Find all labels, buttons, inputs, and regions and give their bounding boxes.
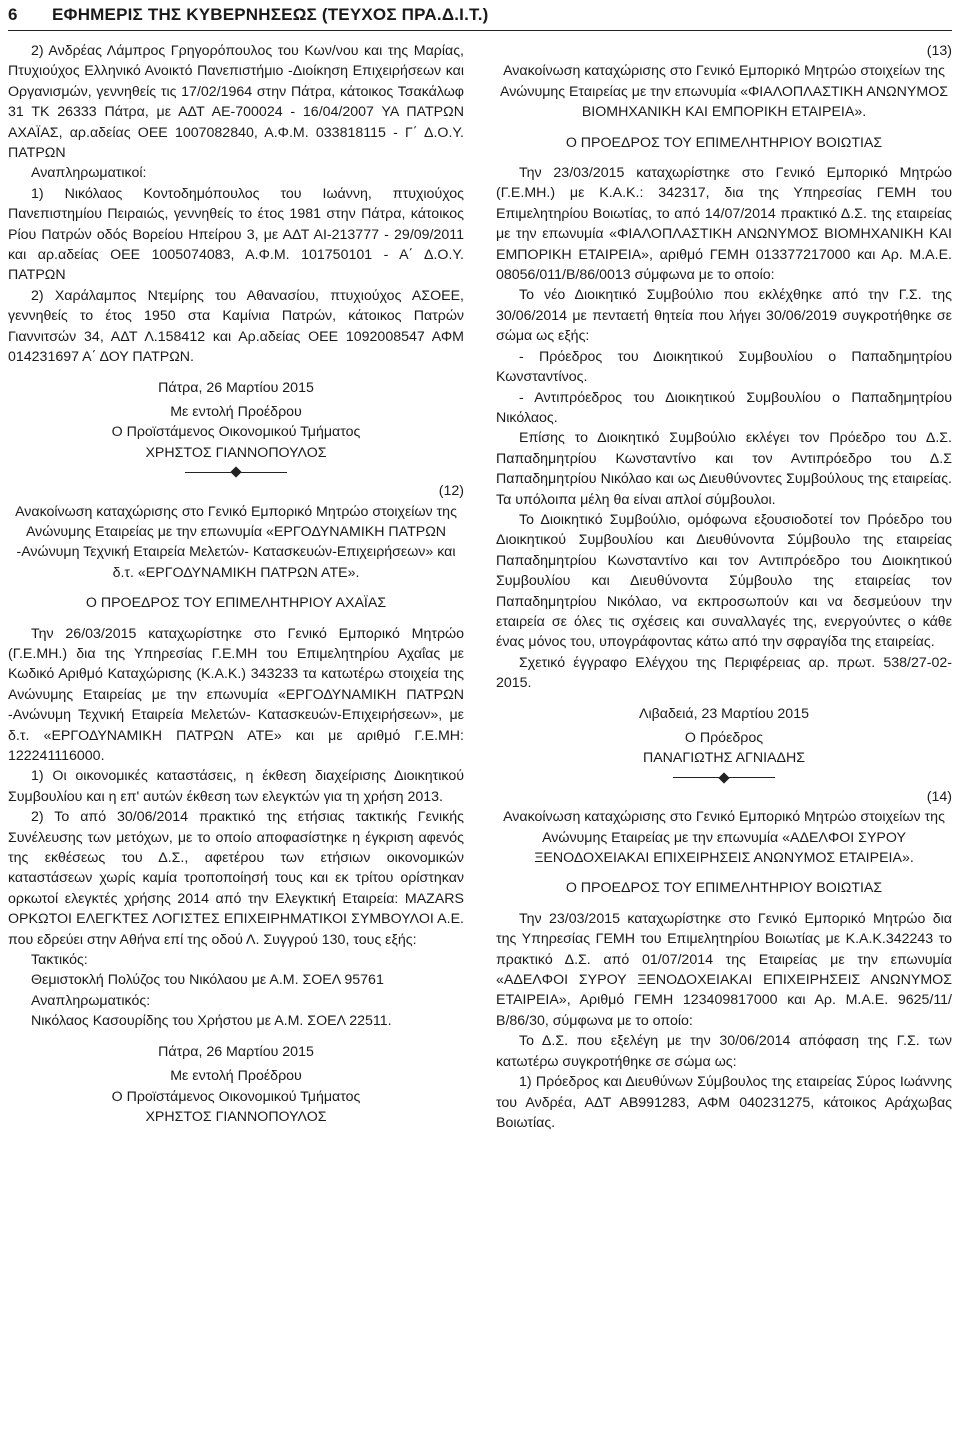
paragraph: Το Δ.Σ. που εξελέγη με την 30/06/2014 απόφαση της Γ.Σ. των κατωτέρω συγκροτήθηκε σε σώμα ως:: [496, 1033, 952, 1070]
paragraph: Αναπληρωματικοί:: [31, 165, 147, 182]
paragraph: Τακτικός:: [31, 952, 88, 969]
paragraph: Σχετικό έγγραφο Ελέγχου της Περιφέρειας αρ. πρωτ. 538/27-02-2015.: [496, 654, 952, 692]
paragraph: 1) Οι οικονομικές καταστάσεις, η έκθεση διαχείρισης Διοικητικού Συμβουλίου και η επ' αυτών έκθεση των ελεγκτών για τη χρήση 2013.: [8, 768, 464, 805]
paragraph: 2) Το από 30/06/2014 πρακτικό της ετήσιας τακτικής Γενικής Συνέλευσης των μετόχων, με το οποίο αποφασίστηκε η έγκριση αφενός της εκθέσεως του Δ.Σ., αφετέρου των ετήσιων οικονομικών καταστάσεων χωρίς καμία τροποποίησή τους και εκ τρίτου ορίστηκαν ορκωτοί ελεγκτές χρήσης 2014 από την Ελεγκτική Εταιρεία: MAZARS ΟΡΚΩΤΟΙ ΕΛΕΓΚΤΕΣ ΛΟΓΙΣΤΕΣ ΕΠΙΧΕΙΡΗΜΑΤΙΚΟΙ ΣΥΜΒΟΥΛΟΙ Α.Ε. που εδρεύει στην Αθήνα επί της οδού Λ. Συγγρού 130, τους εξής:: [8, 809, 464, 948]
paragraph: Επίσης το Διοικητικό Συμβούλιο εκλέγει τον Πρόεδρο του Δ.Σ. Παπαδημητρίου Κωνσταντίνο και τον Αντιπρόεδρο του Δ.Σ Παπαδημητρίου Νικόλαο και ως Διευθύνοντες Συμβούλους της εταιρείας. Τα υπόλοιπα μέλη θα είναι απλοί σύμβουλοι.: [496, 430, 952, 508]
paragraph: - Πρόεδρος του Διοικητικού Συμβουλίου ο Παπαδημητρίου Κωνσταντίνος.: [496, 348, 952, 386]
signature-name: ΧΡΗΣΤΟΣ ΓΙΑΝΝΟΠΟΥΛΟΣ: [145, 1108, 327, 1125]
section-separator: [8, 465, 464, 479]
right-column: [496, 41, 952, 1133]
signature-block: [8, 378, 464, 464]
signature-block: [8, 1042, 464, 1128]
paragraph: Θεμιστοκλή Πολύζος του Νικόλαου με Α.Μ. ΣΟΕΛ 95761: [31, 972, 384, 989]
paragraph: Το Διοικητικό Συμβούλιο, ομόφωνα εξουσιοδοτεί τον Πρόεδρο του Διοικητικού Συμβουλίου και Διευθύνοντα Σύμβουλο της εταιρείας Παπαδημητρίου Κωνσταντίνο και τον Αντιπρόεδρο του Διοικητικού Συμβουλίου και Διευθύνοντα Σύμβουλο της εταιρείας τον Παπαδημητρίου Νικόλαο, να εκπροσωπούν και να δεσμεύουν την εταιρεία σε όλες τις σχέσεις και συναλλαγές της, ενεργούντες ο κάθε ένας μόνος του, υπογράφοντας κάτω από την σφραγίδα της εταιρείας.: [496, 511, 952, 651]
signature-line: Με εντολή Προέδρου: [170, 403, 302, 420]
paragraph: 1) Νικόλαος Κοντοδημόπουλος του Ιωάννη, πτυχιούχος Πανεπιστημίου Πειραιώς, γεννηθείς το έτος 1981 στην Πάτρα, κάτοικος Ρίου Πατρών οδός Βορείου Ηπείρου 3, με ΑΔΤ ΑΙ-213777 - 29/09/2011 και αρ.αδείας ΟΕΕ 1005074083, Α.Φ.Μ. 101750101 - Α΄ Δ.Ο.Υ. ΠΑΤΡΩΝ: [8, 185, 464, 284]
signature-place-date: Πάτρα, 26 Μαρτίου 2015: [158, 379, 314, 396]
announcement-number: (13): [926, 43, 952, 59]
paragraph: - Αντιπρόεδρος του Διοικητικού Συμβουλίου ο Παπαδημητρίου Νικόλαος.: [496, 389, 952, 426]
signature-line: Ο Προϊστάμενος Οικονομικού Τμήματος: [111, 1088, 361, 1105]
page-number: 6: [8, 5, 18, 24]
paragraph: Την 23/03/2015 καταχωρίστηκε στο Γενικό Εμπορικό Μητρώο δια της Υπηρεσίας ΓΕΜΗ του Επιμελητηρίου Βοιωτίας με Κ.Α.Κ.342243 το πρακτικό Δ.Σ. από 01/07/2014 της Εταιρείας με την επωνυμία «ΑΔΕΛΦΟΙ ΣΥΡΟΥ ΞΕΝΟΔΟΧΕΙΑΚΑΙ ΕΠΙΧΕΙΡΗΣΕΙΣ ΑΝΩΝΥΜΟΣ ΕΤΑΙΡΕΙΑ», Αριθμό ΓΕΜΗ 123409817000 και Αρ. Μ.Α.Ε. 9625/11/Β/86/30, σύμφωνα με το οποίο:: [496, 910, 952, 1029]
gazette-title: ΕΦΗΜΕΡΙΣ ΤΗΣ ΚΥΒΕΡΝΗΣΕΩΣ (ΤΕΥΧΟΣ ΠΡΑ.Δ.Ι.Τ.): [52, 5, 489, 24]
two-column-body: [8, 41, 952, 1133]
signature-name: ΠΑΝΑΓΙΩΤΗΣ ΑΓΝΙΑΔΗΣ: [642, 750, 806, 767]
left-column: [8, 41, 464, 1133]
announcement-intro: Ανακοίνωση καταχώρισης στο Γενικό Εμπορικό Μητρώο στοιχείων της Ανώνυμης Εταιρείας με την επωνυμία «ΑΔΕΛΦΟΙ ΣΥΡΟΥ ΞΕΝΟΔΟΧΕΙΑΚΑΙ ΕΠΙΧΕΙΡΗΣΕΙΣ ΑΝΩΝΥΜΟΣ ΕΤΑΙΡΕΙΑ».: [503, 809, 945, 867]
signature-line: Ο Προϊστάμενος Οικονομικού Τμήματος: [111, 424, 361, 441]
paragraph: Την 23/03/2015 καταχωρίστηκε στο Γενικό Εμπορικό Μητρώο (Γ.Ε.ΜΗ.) με Κ.Α.Κ.: 342317, δια της Υπηρεσίας ΓΕΜΗ του Επιμελητηρίου Βοιωτίας, το από 14/07/2014 πρακτικό Δ.Σ. της εταιρείας με την επωνυμία «ΦΙΑΛΟΠΛΑΣΤΙΚΗ ΑΝΩΝΥΜΟΣ ΒΙΟΜΗΧΑΝΙΚΗ ΚΑΙ ΕΜΠΟΡΙΚΗ ΕΤΑΙΡΕΙΑ», αριθμό ΓΕΜΗ 013377217000 και Αρ. Μ.Α.Ε. 08056/011/Β/86/0013 σύμφωνα με το οποίο:: [496, 165, 952, 284]
page-header: [8, 0, 952, 31]
paragraph: Το νέο Διοικητικό Συμβούλιο που εκλέχθηκε από την Γ.Σ. της 30/06/2014 με πενταετή θητεία που λήγει 30/06/2019 συγκροτήθηκε σε σώμα ως εξής:: [496, 287, 952, 345]
signature-place-date: Λιβαδειά, 23 Μαρτίου 2015: [639, 705, 809, 722]
section-separator: [496, 771, 952, 785]
signature-line: Με εντολή Προέδρου: [170, 1068, 302, 1085]
paragraph: 2) Χαράλαμπος Ντεμίρης του Αθανασίου, πτυχιούχος ΑΣΟΕΕ, γεννηθείς το έτος 1950 στα Καμίνια Πατρών, κάτοικος Πατρών Γιαννιτσών 34, ΑΔΤ Λ.158412 και Αρ.αδείας ΟΕΕ 1092008547 ΑΦΜ 014231697 Α΄ ΔΟΥ ΠΑΤΡΩΝ.: [8, 287, 464, 366]
paragraph: Νικόλαος Κασουρίδης του Χρήστου με Α.Μ. ΣΟΕΛ 22511.: [31, 1013, 392, 1030]
signature-name: ΧΡΗΣΤΟΣ ΓΙΑΝΝΟΠΟΥΛΟΣ: [145, 444, 327, 461]
paragraph: Την 26/03/2015 καταχωρίστηκε στο Γενικό Εμπορικό Μητρώο (Γ.Ε.ΜΗ.) δια της Υπηρεσίας Γ.Ε.ΜΗ του Επιμελητηρίου Αχαΐας με Κωδικό Αριθμό Καταχώρισης (Κ.Α.Κ.) 343233 τα κατωτέρω στοιχεία της Ανώνυμης Εταιρείας με την επωνυμία «ΕΡΓΟΔΥΝΑΜΙΚΗ ΠΑΤΡΩΝ -Ανώνυμη Τεχνική Εταιρεία Μελετών- Κατασκευών-Επιχειρήσεων», με δ.τ. «ΕΡΓΟΔΥΝΑΜΙΚΗ ΠΑΤΡΩΝ ΑΤΕ» και με αριθμό Γ.Ε.ΜΗ: 122241116000.: [8, 625, 464, 764]
announcement-number: (12): [438, 483, 464, 500]
announcement-heading: Ο ΠΡΟΕΔΡΟΣ ΤΟΥ ΕΠΙΜΕΛΗΤΗΡΙΟΥ ΒΟΙΩΤΙΑΣ: [565, 880, 883, 897]
signature-line: Ο Πρόεδρος: [684, 730, 764, 746]
signature-place-date: Πάτρα, 26 Μαρτίου 2015: [158, 1043, 314, 1060]
announcement-intro: Ανακοίνωση καταχώρισης στο Γενικό Εμπορικό Μητρώο στοιχείων της Ανώνυμης Εταιρείας με την επωνυμία «ΕΡΓΟΔΥΝΑΜΙΚΗ ΠΑΤΡΩΝ -Ανώνυμη Τεχνική Εταιρεία Μελετών- Κατασκευών-Επιχειρήσεων» και δ.τ. «ΕΡΓΟΔΥΝΑΜΙΚΗ ΠΑΤΡΩΝ ΑΤΕ».: [15, 503, 457, 581]
announcement-number: (14): [926, 788, 952, 805]
signature-block: [496, 704, 952, 769]
paragraph: Αναπληρωματικός:: [31, 992, 151, 1009]
paragraph: 2) Ανδρέας Λάμπρος Γρηγορόπουλος του Κων/νου και της Μαρίας, Πτυχιούχος Ελληνικό Ανοικτό Πανεπιστήμιο -Διοίκηση Επιχειρήσεων και Οργανισμών, γεννηθείς τις 17/02/1964 στην Πάτρα, κάτοικος Τσακάλωφ 31 ΤΚ 26333 Πάτρα, με ΑΔΤ ΑΕ-700024 - 16/04/2007 ΥΑ ΠΑΤΡΩΝ ΑΧΑΪΑΣ, αρ.αδείας ΟΕΕ 1007082840, Α.Φ.Μ. 033818115 - Γ΄ Δ.Ο.Υ. ΠΑΤΡΩΝ: [8, 43, 464, 162]
announcement-intro: Ανακοίνωση καταχώρισης στο Γενικό Εμπορικό Μητρώο στοιχείων της Ανώνυμης Εταιρείας με την επωνυμία «ΦΙΑΛΟΠΛΑΣΤΙΚΗ ΑΝΩΝΥΜΟΣ ΒΙΟΜΗΧΑΝΙΚΗ ΚΑΙ ΕΜΠΟΡΙΚΗ ΕΤΑΙΡΕΙΑ».: [499, 63, 948, 121]
paragraph: 1) Πρόεδρος και Διευθύνων Σύμβουλος της εταιρείας Σύρος Ιωάννης του Ανδρέα, ΑΔΤ ΑΒ991283, ΑΦΜ 040231275, κάτοικος Αράχωβας Βοιωτίας.: [496, 1074, 952, 1131]
announcement-heading: Ο ΠΡΟΕΔΡΟΣ ΤΟΥ ΕΠΙΜΕΛΗΤΗΡΙΟΥ ΑΧΑΪΑΣ: [85, 595, 387, 612]
announcement-heading: Ο ΠΡΟΕΔΡΟΣ ΤΟΥ ΕΠΙΜΕΛΗΤΗΡΙΟΥ ΒΟΙΩΤΙΑΣ: [565, 134, 883, 151]
